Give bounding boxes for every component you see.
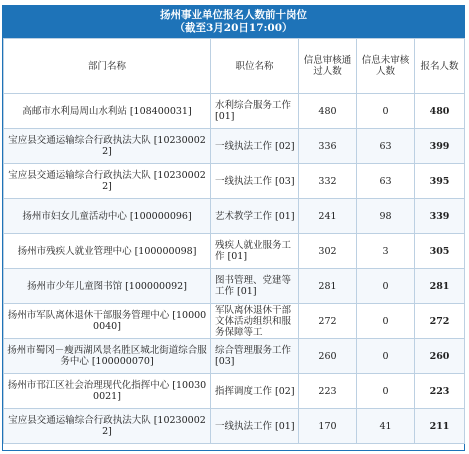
cell-unit: 扬州市残疾人就业管理中心 [100000098]: [4, 234, 211, 269]
cell-total: 395: [415, 164, 465, 199]
cell-post: 军队离休退休干部文体活动组织和服务保障等工: [211, 304, 299, 339]
cell-unit: 扬州市蜀冈－瘦西湖风景名胜区城北街道综合服务中心 [100000070]: [4, 339, 211, 374]
cell-passed: 170: [299, 409, 357, 444]
cell-passed: 281: [299, 269, 357, 304]
table-banner: [3, 6, 464, 38]
cell-unit: 扬州市少年儿童图书馆 [100000092]: [4, 269, 211, 304]
table-row: [4, 94, 465, 129]
cell-passed: 241: [299, 199, 357, 234]
table-row: [4, 129, 465, 164]
cell-total: 260: [415, 339, 465, 374]
cell-unit: 扬州市邗江区社会治理现代化指挥中心 [100300021]: [4, 374, 211, 409]
cell-post: 残疾人就业服务工作 [01]: [211, 234, 299, 269]
cell-passed: 480: [299, 94, 357, 129]
header-total: 报名人数: [415, 39, 465, 94]
cell-post: 一线执法工作 [02]: [211, 129, 299, 164]
cell-passed: 272: [299, 304, 357, 339]
cell-pending: 0: [357, 304, 415, 339]
table-row: [4, 304, 465, 339]
cell-post: 艺术教学工作 [01]: [211, 199, 299, 234]
cell-post: 图书管理、党建等工作 [01]: [211, 269, 299, 304]
cell-total: 281: [415, 269, 465, 304]
cell-unit: 高邮市水利局周山水利站 [108400031]: [4, 94, 211, 129]
cell-passed: 336: [299, 129, 357, 164]
cell-unit: 扬州市妇女儿童活动中心 [100000096]: [4, 199, 211, 234]
cell-post: 指挥调度工作 [02]: [211, 374, 299, 409]
cell-post: 一线执法工作 [01]: [211, 409, 299, 444]
table-row: [4, 409, 465, 444]
header-pending: 信息未审核人数: [357, 39, 415, 94]
table-row: [4, 234, 465, 269]
cell-post: 综合管理服务工作 [03]: [211, 339, 299, 374]
header-passed: 信息审核通过人数: [299, 39, 357, 94]
cell-pending: 0: [357, 269, 415, 304]
ranking-table: [3, 38, 465, 444]
table-subtitle: （截至3月20日17:00）: [174, 22, 293, 34]
cell-pending: 63: [357, 129, 415, 164]
cell-total: 211: [415, 409, 465, 444]
cell-total: 339: [415, 199, 465, 234]
cell-passed: 260: [299, 339, 357, 374]
cell-total: 305: [415, 234, 465, 269]
table-header-row: [4, 39, 465, 94]
cell-pending: 0: [357, 339, 415, 374]
table-row: [4, 164, 465, 199]
cell-unit: 宝应县交通运输综合行政执法大队 [102300022]: [4, 129, 211, 164]
table-row: [4, 374, 465, 409]
header-post: 职位名称: [211, 39, 299, 94]
table-title: 扬州事业单位报名人数前十岗位: [160, 9, 307, 21]
cell-post: 水利综合服务工作 [01]: [211, 94, 299, 129]
cell-passed: 302: [299, 234, 357, 269]
cell-pending: 0: [357, 94, 415, 129]
cell-pending: 98: [357, 199, 415, 234]
cell-pending: 3: [357, 234, 415, 269]
cell-pending: 41: [357, 409, 415, 444]
cell-total: 399: [415, 129, 465, 164]
cell-total: 272: [415, 304, 465, 339]
cell-unit: 宝应县交通运输综合行政执法大队 [102300022]: [4, 164, 211, 199]
cell-passed: 332: [299, 164, 357, 199]
ranking-table-card: [2, 5, 465, 451]
cell-unit: 宝应县交通运输综合行政执法大队 [102300022]: [4, 409, 211, 444]
cell-pending: 0: [357, 374, 415, 409]
table-row: [4, 269, 465, 304]
cell-total: 223: [415, 374, 465, 409]
cell-total: 480: [415, 94, 465, 129]
header-unit: 部门名称: [4, 39, 211, 94]
table-row: [4, 199, 465, 234]
table-row: [4, 339, 465, 374]
cell-passed: 223: [299, 374, 357, 409]
cell-post: 一线执法工作 [03]: [211, 164, 299, 199]
cell-pending: 63: [357, 164, 415, 199]
cell-unit: 扬州市军队离休退休干部服务管理中心 [100000040]: [4, 304, 211, 339]
